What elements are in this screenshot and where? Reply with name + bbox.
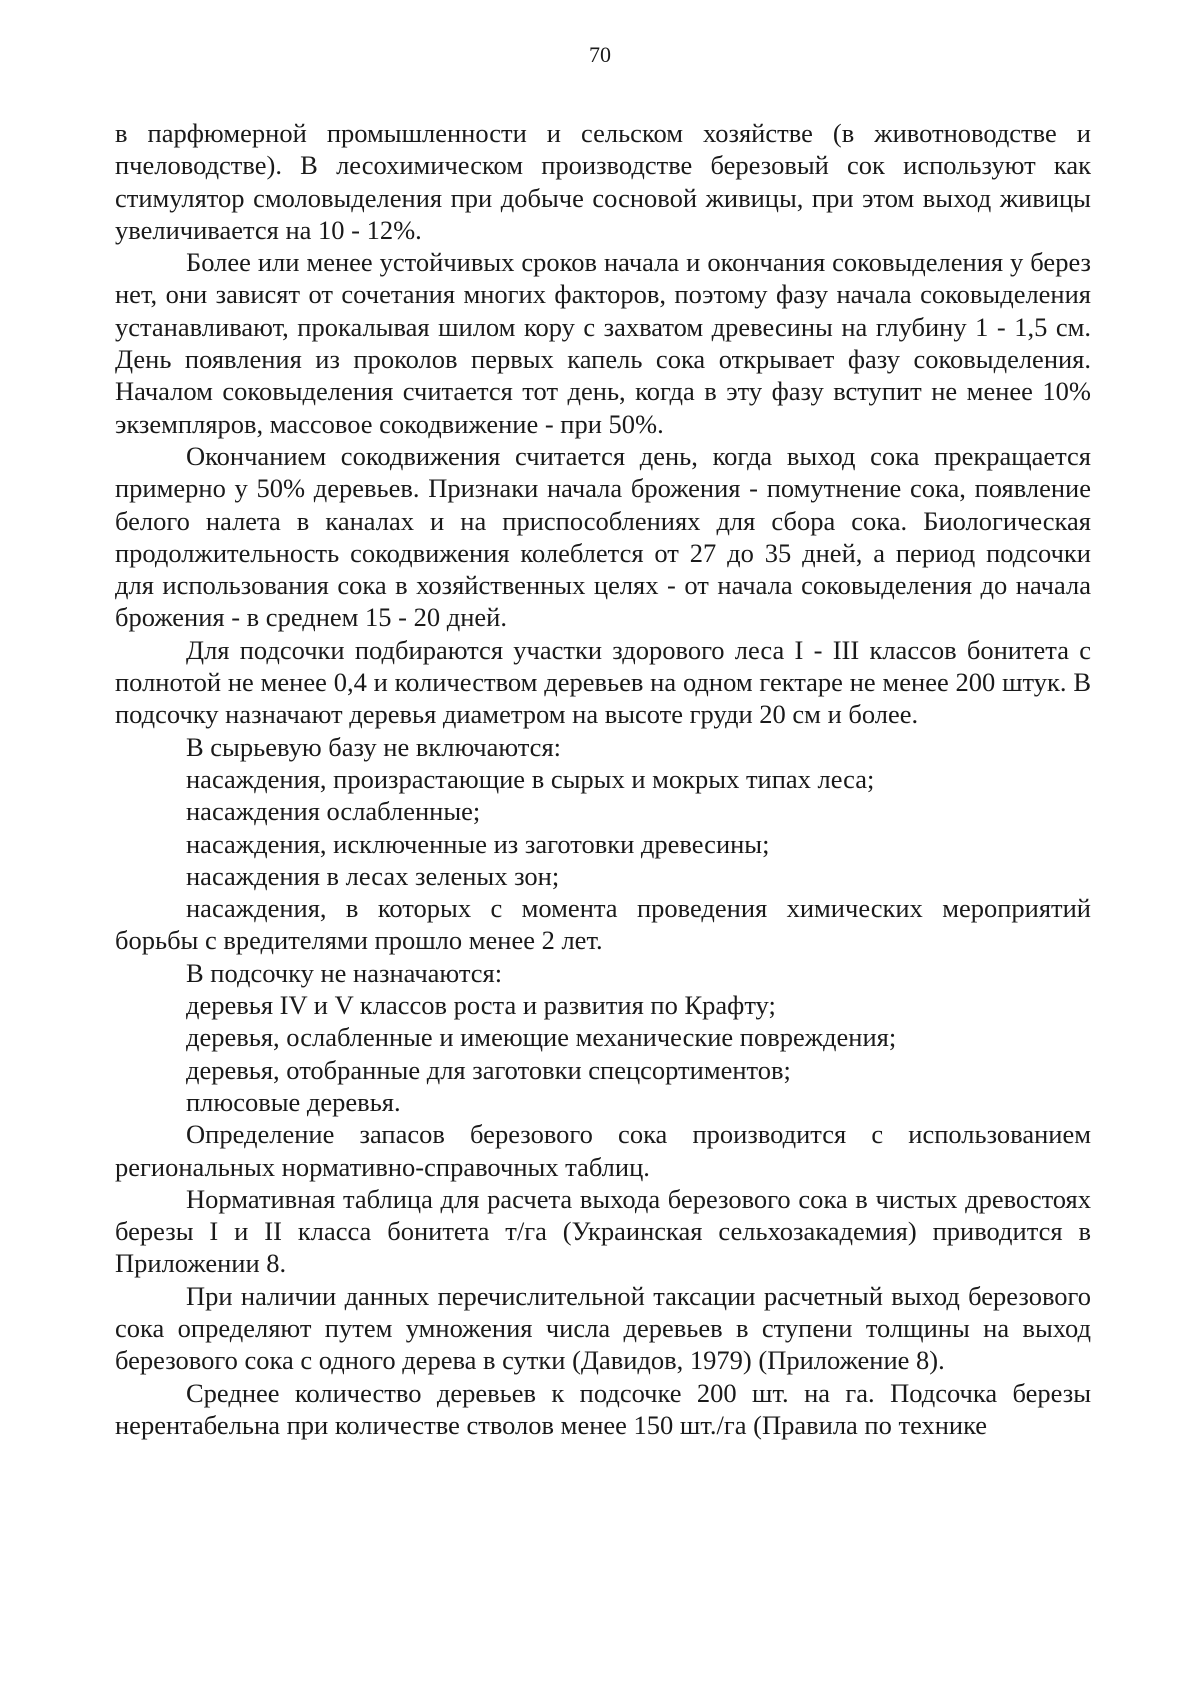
- list-item: насаждения, в которых с момента проведения химических мероприятий борьбы с вредителями прошло менее 2 лет.: [115, 893, 1091, 956]
- paragraph: Среднее количество деревьев к подсочке 200 шт. на га. Подсочка березы нерентабельна при количестве стволов менее 150 шт./га (Правила по технике: [115, 1377, 1091, 1440]
- page-number: 70: [589, 42, 611, 67]
- list-item: деревья, ослабленные и имеющие механические повреждения;: [186, 1022, 897, 1053]
- list-item: насаждения в лесах зеленых зон;: [186, 860, 560, 891]
- list-item: насаждения ослабленные;: [186, 796, 481, 827]
- document-body: [115, 117, 1091, 1441]
- paragraph: При наличии данных перечислительной таксации расчетный выход березового сока определяют путем умножения числа деревьев в ступени толщины на выход березового сока с одного дерева в сутки (Давидов, 1979) (Приложение 8).: [115, 1280, 1091, 1376]
- list-heading: В сырьевую базу не включаются:: [186, 731, 561, 762]
- paragraph: Окончанием сокодвижения считается день, когда выход сока прекращается примерно у 50% деревьев. Признаки начала брожения - помутнение сока, появление белого налета в каналах и на приспособлениях для сбора сока. Биологическая продолжительность сокодвижения колеблется от 27 до 35 дней, а период подсочки для использования сока в хозяйственных целях - от начала соковыделения до начала брожения - в среднем 15 - 20 дней.: [115, 440, 1091, 633]
- list-item: деревья, отобранные для заготовки спецсортиментов;: [186, 1054, 791, 1085]
- paragraph: Для подсочки подбираются участки здорового леса I - III классов бонитета с полнотой не менее 0,4 и количеством деревьев на одном гектаре не менее 200 штук. В подсочку назначают деревья диаметром на высоте груди 20 см и более.: [115, 634, 1091, 730]
- paragraph: Определение запасов березового сока производится с использованием региональных нормативно-справочных таблиц.: [115, 1119, 1091, 1182]
- paragraph: Нормативная таблица для расчета выхода березового сока в чистых древостоях березы I и II класса бонитета т/га (Украинская сельхозакадемия) приводится в Приложении 8.: [115, 1183, 1091, 1279]
- paragraph: в парфюмерной промышленности и сельском хозяйстве (в животноводстве и пчеловодстве). В лесохимическом производстве березовый сок используют как стимулятор смоловыделения при добыче сосновой живицы, при этом выход живицы увеличивается на 10 - 12%.: [115, 118, 1091, 245]
- list-item: плюсовые деревья.: [186, 1086, 401, 1117]
- list-item: насаждения, исключенные из заготовки древесины;: [186, 828, 770, 859]
- list-item: насаждения, произрастающие в сырых и мокрых типах леса;: [186, 763, 875, 794]
- paragraph: Более или менее устойчивых сроков начала и окончания соковыделения у берез нет, они зависят от сочетания многих факторов, поэтому фазу начала соковыделения устанавливают, прокалывая шилом кору с захватом древесины на глубину 1 - 1,5 см. День появления из проколов первых капель сока открывает фазу соковыделения. Началом соковыделения считается тот день, когда в эту фазу вступит не менее 10% экземпляров, массовое сокодвижение - при 50%.: [115, 247, 1091, 439]
- list-heading: В подсочку не назначаются:: [186, 957, 503, 988]
- list-item: деревья IV и V классов роста и развития по Крафту;: [186, 990, 776, 1021]
